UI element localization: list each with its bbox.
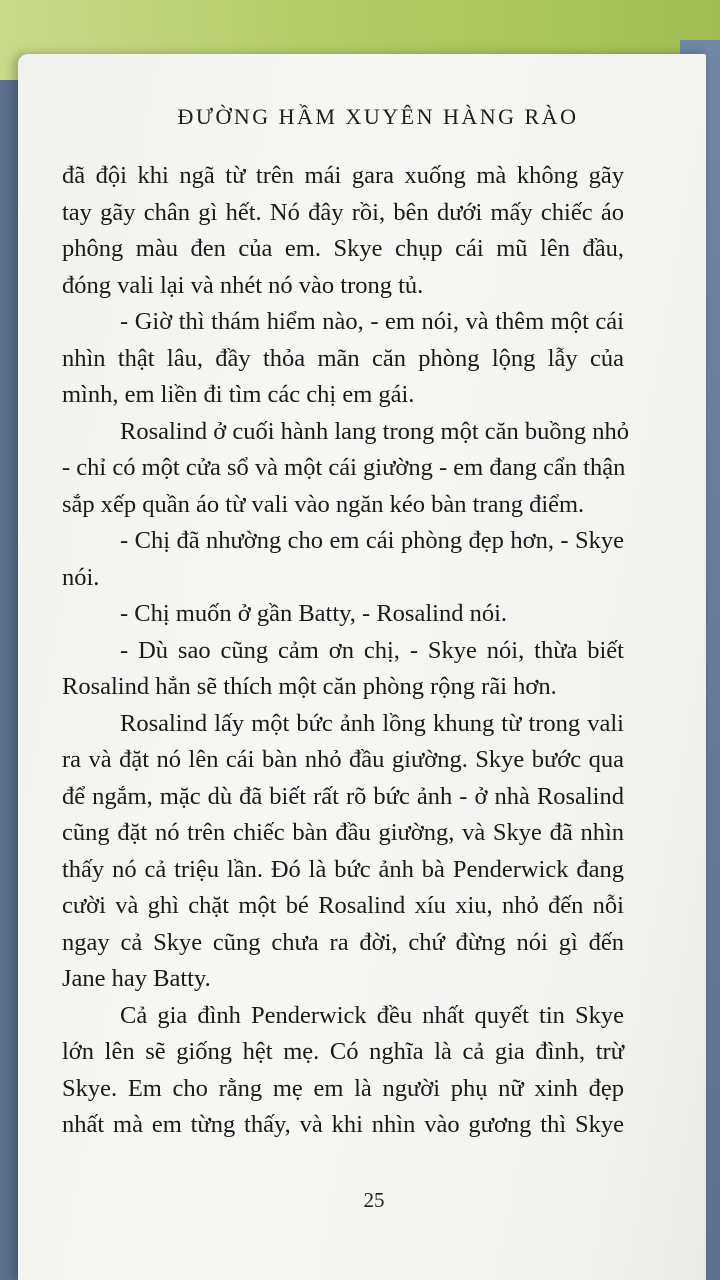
- running-head: ĐƯỜNG HẦM XUYÊN HÀNG RÀO: [177, 104, 579, 129]
- text-line: đóng vali lại và nhét nó vào trong tủ.: [62, 271, 424, 299]
- text-line: Cả gia đình Penderwick đều nhất quyết tin Skye: [120, 1001, 624, 1029]
- text-line: Rosalind hẳn sẽ thích một căn phòng rộng rãi hơn.: [62, 673, 557, 700]
- text-line: cười và ghì chặt một bé Rosalind xíu xiu, nhỏ đến nỗi: [62, 892, 624, 919]
- text-line: - chỉ có một cửa sổ và một cái giường - em đang cẩn thận: [62, 454, 626, 481]
- text-line: lớn lên sẽ giống hệt mẹ. Có nghĩa là cả gia đình, trừ: [62, 1038, 624, 1065]
- text-line: phông màu đen của em. Skye chụp cái mũ lên đầu,: [62, 235, 624, 262]
- text-line: - Giờ thì thám hiểm nào, - em nói, và thêm một cái: [120, 308, 624, 335]
- text-line: để ngắm, mặc dù đã biết rất rõ bức ảnh - ở nhà Rosalind: [62, 782, 624, 810]
- text-line: cũng đặt nó trên chiếc bàn đầu giường, và Skye đã nhìn: [62, 819, 624, 846]
- text-line: Rosalind lấy một bức ảnh lồng khung từ trong vali: [120, 709, 624, 737]
- body-text: [62, 158, 630, 1144]
- text-line: thấy nó cả triệu lần. Đó là bức ảnh bà Penderwick đang: [62, 855, 624, 883]
- text-line: tay gãy chân gì hết. Nó đây rồi, bên dưới mấy chiếc áo: [62, 198, 624, 226]
- text-line: Rosalind ở cuối hành lang trong một căn buồng nhỏ: [120, 417, 630, 445]
- text-line: sắp xếp quần áo từ vali vào ngăn kéo bàn trang điểm.: [62, 490, 585, 518]
- text-line: mình, em liền đi tìm các chị em gái.: [62, 381, 415, 408]
- text-line: nhất mà em từng thấy, và khi nhìn vào gương thì Skye: [62, 1111, 624, 1138]
- text-line: ngay cả Skye cũng chưa ra đời, chứ đừng nói gì đến: [62, 928, 624, 956]
- text-line: nhìn thật lâu, đầy thỏa mãn căn phòng lộng lẫy của: [62, 344, 624, 372]
- text-line: Jane hay Batty.: [62, 965, 211, 992]
- text-line: - Dù sao cũng cảm ơn chị, - Skye nói, thừa biết: [120, 636, 624, 664]
- text-line: đã đội khi ngã từ trên mái gara xuống mà không gãy: [62, 162, 624, 189]
- text-line: ra và đặt nó lên cái bàn nhỏ đầu giường. Skye bước qua: [62, 746, 624, 773]
- text-line: - Chị muốn ở gần Batty, - Rosalind nói.: [120, 600, 508, 627]
- text-line: - Chị đã nhường cho em cái phòng đẹp hơn, - Skye: [120, 527, 624, 554]
- page-number: 25: [363, 1188, 385, 1212]
- text-line: nói.: [62, 563, 100, 591]
- text-line: Skye. Em cho rằng mẹ em là người phụ nữ xinh đẹp: [62, 1074, 624, 1102]
